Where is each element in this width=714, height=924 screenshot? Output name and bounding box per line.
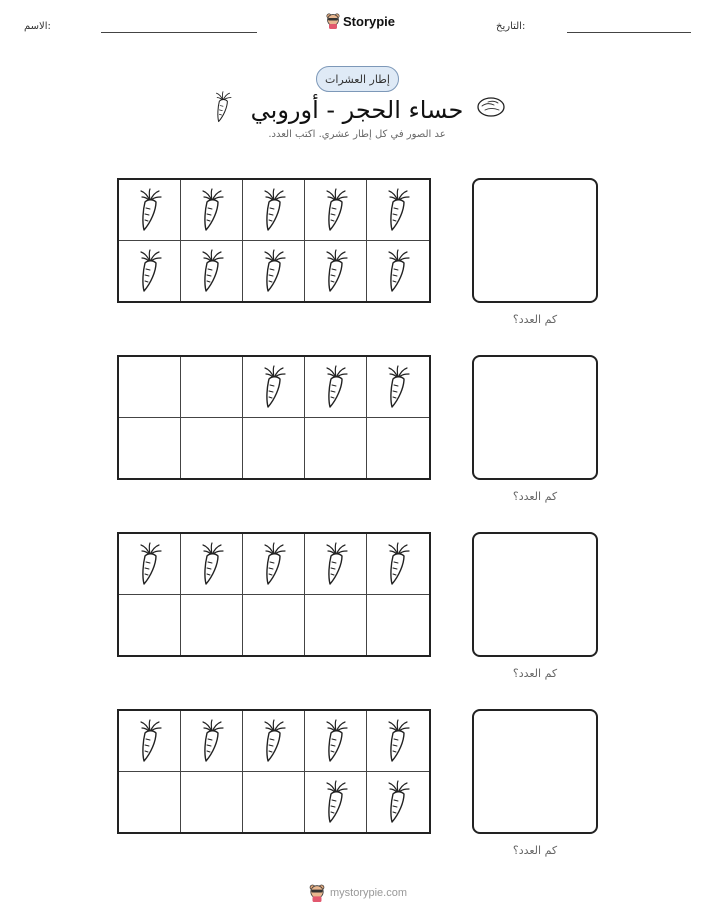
frame-cell xyxy=(305,180,367,241)
frame-cell xyxy=(181,711,243,772)
frame-cell xyxy=(305,418,367,479)
frame-cell xyxy=(243,534,305,595)
footer-url: mystorypie.com xyxy=(330,887,408,899)
footer xyxy=(309,884,407,902)
frame-cell xyxy=(181,595,243,656)
carrot-icon xyxy=(135,249,165,293)
frame-cell xyxy=(181,534,243,595)
frame-cell xyxy=(243,241,305,302)
carrot-icon xyxy=(321,188,351,232)
frame-cell xyxy=(119,357,181,418)
frame-cell xyxy=(243,357,305,418)
carrot-icon xyxy=(259,542,289,586)
frame-cell xyxy=(119,180,181,241)
carrot-icon xyxy=(321,365,351,409)
frame-cell xyxy=(243,595,305,656)
frame-cell xyxy=(181,180,243,241)
carrot-icon xyxy=(321,719,351,763)
question-label-2: كم العدد؟ xyxy=(512,490,558,503)
frame-cell xyxy=(119,595,181,656)
date-label: التاريخ: xyxy=(496,21,526,32)
name-label: الاسم: xyxy=(24,21,51,32)
carrot-icon xyxy=(135,542,165,586)
carrot-icon xyxy=(321,249,351,293)
question-label-4: كم العدد؟ xyxy=(512,844,558,857)
carrot-icon xyxy=(321,542,351,586)
frame-cell xyxy=(367,418,429,479)
carrot-icon xyxy=(383,719,413,763)
storypie-mascot-icon xyxy=(309,884,325,902)
frame-cell xyxy=(243,772,305,833)
carrot-icon xyxy=(383,188,413,232)
carrot-icon xyxy=(383,780,413,824)
frame-cell xyxy=(367,241,429,302)
date-field-line[interactable] xyxy=(567,32,691,33)
frame-cell xyxy=(181,418,243,479)
stone-icon xyxy=(476,96,506,118)
worksheet-type-badge: إطار العشرات xyxy=(316,66,399,92)
carrot-icon xyxy=(197,542,227,586)
frame-cell xyxy=(119,534,181,595)
answer-box-1[interactable] xyxy=(472,178,598,303)
instructions: عد الصور في كل إطار عشري. اكتب العدد. xyxy=(268,129,446,140)
carrot-icon xyxy=(135,188,165,232)
frame-cell xyxy=(243,180,305,241)
question-label-3: كم العدد؟ xyxy=(512,667,558,680)
ten-frame-2 xyxy=(117,355,431,480)
frame-cell xyxy=(367,357,429,418)
carrot-icon xyxy=(197,188,227,232)
frame-cell xyxy=(305,534,367,595)
storypie-mascot-icon xyxy=(326,13,340,29)
frame-cell xyxy=(181,241,243,302)
carrot-icon xyxy=(321,780,351,824)
carrot-icon xyxy=(259,249,289,293)
frame-cell xyxy=(305,241,367,302)
carrot-icon xyxy=(383,365,413,409)
name-field-line[interactable] xyxy=(101,32,257,33)
carrot-icon xyxy=(259,719,289,763)
ten-frame-1 xyxy=(117,178,431,303)
carrot-icon xyxy=(135,719,165,763)
frame-cell xyxy=(305,772,367,833)
frame-cell xyxy=(119,772,181,833)
frame-cell xyxy=(181,357,243,418)
frame-cell xyxy=(367,534,429,595)
frame-cell xyxy=(367,180,429,241)
frame-cell xyxy=(243,711,305,772)
carrot-icon xyxy=(197,249,227,293)
frame-cell xyxy=(367,711,429,772)
brand-logo xyxy=(326,13,395,29)
carrot-icon xyxy=(259,188,289,232)
page-title: حساء الحجر - أوروبي xyxy=(250,96,464,124)
frame-cell xyxy=(367,772,429,833)
frame-cell xyxy=(119,418,181,479)
frame-cell xyxy=(367,595,429,656)
frame-cell xyxy=(243,418,305,479)
frame-cell xyxy=(119,241,181,302)
carrot-icon xyxy=(383,542,413,586)
answer-box-4[interactable] xyxy=(472,709,598,834)
ten-frame-4 xyxy=(117,709,431,834)
frame-cell xyxy=(181,772,243,833)
carrot-icon xyxy=(197,719,227,763)
ten-frame-3 xyxy=(117,532,431,657)
answer-box-2[interactable] xyxy=(472,355,598,480)
question-label-1: كم العدد؟ xyxy=(512,313,558,326)
carrot-icon xyxy=(259,365,289,409)
frame-cell xyxy=(305,711,367,772)
carrot-icon xyxy=(383,249,413,293)
frame-cell xyxy=(305,357,367,418)
frame-cell xyxy=(119,711,181,772)
answer-box-3[interactable] xyxy=(472,532,598,657)
brand-name: Storypie xyxy=(343,13,396,29)
frame-cell xyxy=(305,595,367,656)
